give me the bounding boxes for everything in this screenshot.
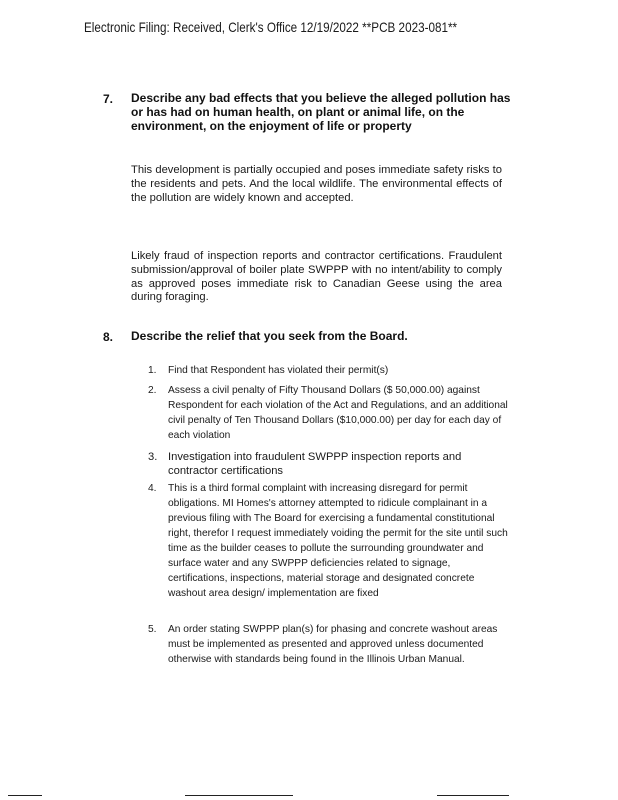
question-7-answer-1: This development is partially occupied and poses immediate safety risks to the residents and pets. And the local wildlife. The environmental effects of the pollution are widely known and accepted. [131,164,502,204]
relief-item-4-number: 4. [148,483,157,494]
footer-rule [185,795,293,796]
footer-rule [8,795,42,796]
relief-item-5 [148,622,508,667]
relief-item-2-number: 2. [148,385,157,396]
relief-item-4 [148,481,508,601]
question-8-text: Describe the relief that you seek from the Board. [131,329,408,343]
relief-item-5-text: An order stating SWPPP plan(s) for phasing and concrete washout areas must be implemented as presented and approved unless documented otherwise with standards being found in the Illinois Urban Manual. [168,624,498,665]
page-footer-fragments [0,790,618,800]
filing-stamp-header: Electronic Filing: Received, Clerk's Office 12/19/2022 **PCB 2023-081** [84,20,458,35]
footer-rule [437,795,509,796]
relief-item-5-number: 5. [148,624,157,635]
question-7-number: 7. [103,92,114,106]
relief-item-2-text: Assess a civil penalty of Fifty Thousand Dollars ($ 50,000.00) against Respondent for each violation of the Act and Regulations, and an additional civil penalty of Ten Thousand Dollars ($10,000.00) per day for each day of each violation [168,385,508,441]
relief-item-1 [148,363,508,378]
question-7-answer-2: Likely fraud of inspection reports and contractor certifications. Fraudulent submission/approval of boiler plate SWPPP with no intent/ability to comply as approved poses immediate risk to Canadian Geese using the area during foraging. [131,250,502,304]
question-8-number: 8. [103,330,114,344]
relief-item-4-text: This is a third formal complaint with increasing disregard for permit obligations. MI Homes's attorney attempted to ridicule complainant in a previous filing with The Board for exercising a fundamental constitutional right, therefor I request immediately voiding the permit for the site until such time as the builder ceases to pollute the surrounding groundwater and surface water and any SWPPP deficiencies related to signage, certifications, inspections, material storage and designated concrete washout area design/ implementation are fixed [168,483,508,599]
relief-item-1-text: Find that Respondent has violated their permit(s) [168,365,389,376]
relief-item-3 [148,450,508,478]
relief-item-1-number: 1. [148,365,157,376]
question-7-text: Describe any bad effects that you believe the alleged pollution has or has had on human health, on plant or animal life, on the environment, on the enjoyment of life or property [131,91,511,133]
relief-item-3-text: Investigation into fraudulent SWPPP inspection reports and contractor certifications [168,451,462,477]
relief-item-2 [148,383,508,443]
relief-item-3-number: 3. [148,451,158,463]
